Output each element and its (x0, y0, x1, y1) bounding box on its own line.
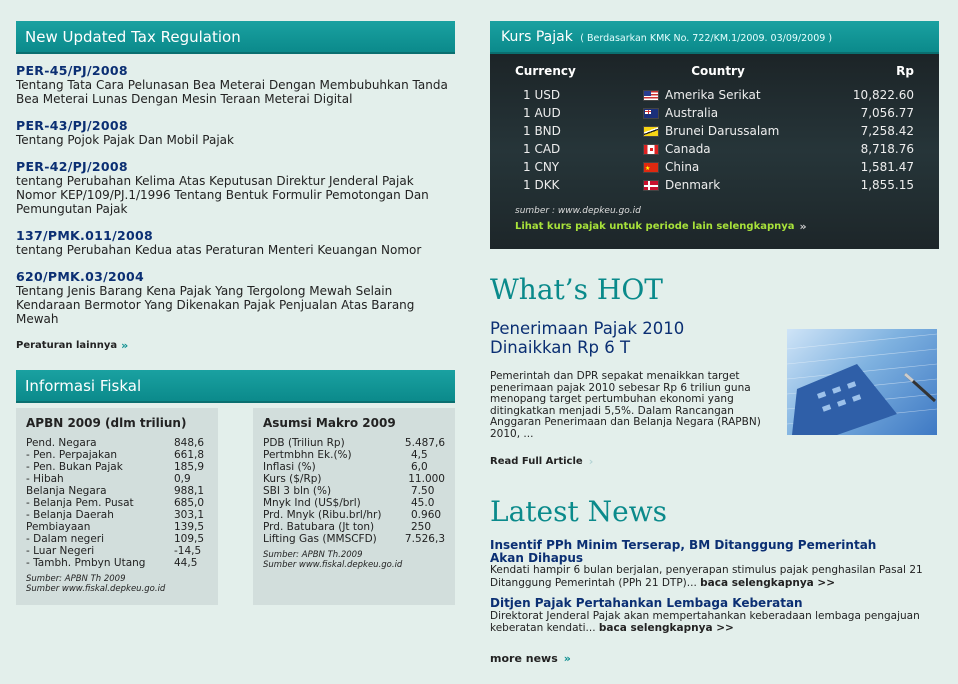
country-name: Australia (665, 106, 719, 120)
apbn-box (16, 408, 218, 605)
rp-column-header: Rp (896, 64, 914, 78)
fiscal-row-label: Mnyk Ind (US$/brl) (263, 497, 361, 509)
makro-rows (263, 437, 445, 545)
fiscal-row (263, 533, 445, 545)
fiscal-row-value: 44,5 (174, 557, 198, 569)
fiscal-row-label: PDB (Triliun Rp) (263, 437, 345, 449)
fiscal-row-value: 139,5 (174, 521, 205, 533)
australia-flag-icon (643, 108, 659, 119)
table-row (515, 86, 914, 104)
fiscal-row-value: 988,1 (174, 485, 205, 497)
apbn-source-1: Sumber: APBN Th 2009 (26, 574, 126, 584)
country-cell (643, 140, 793, 158)
table-row (515, 158, 914, 176)
more-news-link[interactable] (490, 652, 939, 665)
fiscal-row-value: 7.50 (411, 485, 435, 497)
regulation-list (16, 64, 455, 352)
news-headline-link[interactable]: Insentif PPh Minim Terserap, BM Ditanggung Pemerintah Akan Dihapus (490, 538, 877, 565)
left-column (16, 21, 455, 605)
more-regulations-link[interactable] (16, 339, 455, 352)
makro-title: Asumsi Makro 2009 (263, 416, 396, 430)
regulation-item (16, 64, 455, 106)
currency-cell: 1 BND (523, 124, 561, 138)
fiscal-row-value: 185,9 (174, 461, 205, 473)
fiscal-row (26, 557, 208, 569)
country-name: Canada (665, 142, 711, 156)
fiscal-row-value: 303,1 (174, 509, 205, 521)
fiscal-row (263, 437, 445, 449)
read-more-link[interactable]: baca selengkapnya >> (598, 622, 734, 634)
whats-hot-title: What’s HOT (490, 273, 663, 306)
fiscal-row-value: 7.526,3 (404, 533, 445, 545)
right-column (490, 21, 939, 665)
news-item (490, 539, 939, 589)
fiscal-row (263, 461, 445, 473)
fiscal-row (263, 485, 445, 497)
apbn-source (26, 575, 208, 594)
country-name: Amerika Serikat (665, 88, 761, 102)
fiscal-row-label: Prd. Batubara (Jt ton) (263, 521, 375, 533)
regulation-desc: Tentang Jenis Barang Kena Pajak Yang Tergolong Mewah Selain Kendaraan Bermotor Yang Dikenakan Pajak Penjualan Atas Barang Mewah (16, 284, 415, 326)
fiscal-row (26, 437, 208, 449)
currency-cell: 1 CAD (523, 142, 561, 156)
fiscal-boxes (16, 408, 455, 605)
fiscal-row (26, 485, 208, 497)
fiscal-row-label: - Hibah (26, 473, 64, 485)
fiscal-row (263, 497, 445, 509)
news-summary (490, 610, 930, 635)
canada-flag-icon (643, 144, 659, 155)
regulation-item (16, 229, 455, 257)
fiscal-row-label: - Pen. Perpajakan (26, 449, 118, 461)
fiscal-row-label: Pembiayaan (26, 521, 91, 533)
regulation-desc: tentang Perubahan Kedua atas Peraturan Menteri Keuangan Nomor (16, 243, 422, 257)
double-chevron-right-icon: » (563, 651, 571, 665)
fiscal-row-label: - Belanja Pem. Pusat (26, 497, 134, 509)
regulation-desc: Tentang Pojok Pajak Dan Mobil Pajak (16, 133, 234, 147)
makro-box (253, 408, 455, 605)
rate-cell: 8,718.76 (860, 142, 914, 156)
news-headline-link[interactable]: Ditjen Pajak Pertahankan Lembaga Keberatan (490, 596, 803, 610)
fiscal-row-label: Pertmbhn Ek.(%) (263, 449, 352, 461)
currency-cell: 1 USD (523, 88, 561, 102)
fiscal-row (263, 509, 445, 521)
fiscal-row-value: 848,6 (174, 437, 205, 449)
fiscal-header: Informasi Fiskal (16, 370, 455, 403)
fiscal-section (16, 370, 455, 605)
fiscal-row-label: Prd. Mnyk (Ribu.brl/hr) (263, 509, 382, 521)
rate-cell: 1,855.15 (860, 178, 914, 192)
kurs-more-link[interactable] (515, 220, 914, 233)
currency-cell: 1 AUD (523, 106, 561, 120)
fiscal-row-value: 661,8 (174, 449, 205, 461)
kurs-title: Kurs Pajak (501, 29, 573, 45)
country-name: China (665, 160, 700, 174)
rate-cell: 7,056.77 (860, 106, 914, 120)
fiscal-row (26, 533, 208, 545)
double-chevron-right-icon: » (799, 220, 807, 233)
fiscal-row (263, 521, 445, 533)
fiscal-row-value: 0.960 (411, 509, 442, 521)
news-summary (490, 564, 930, 589)
makro-source (263, 551, 445, 570)
fiscal-row-label: SBI 3 bln (%) (263, 485, 332, 497)
fiscal-row-value: -14,5 (174, 545, 202, 557)
read-more-link[interactable]: baca selengkapnya >> (700, 576, 836, 589)
kurs-more-label: Lihat kurs pajak untuk periode lain selengkapnya (515, 221, 795, 232)
fiscal-row (26, 497, 208, 509)
fiscal-row-value: 0,9 (174, 473, 191, 485)
regulation-link[interactable]: PER-42/PJ/2008 (16, 159, 128, 174)
news-summary-text: Direktorat Jenderal Pajak akan mempertahankan keberadaan lembaga pengajuan keberatan kendati... (490, 609, 920, 634)
denmark-flag-icon (643, 180, 659, 191)
china-flag-icon (643, 162, 659, 173)
fiscal-row-label: - Luar Negeri (26, 545, 95, 557)
country-cell (643, 122, 793, 140)
regulation-header: New Updated Tax Regulation (16, 21, 455, 54)
rate-cell: 10,822.60 (852, 88, 914, 102)
country-name: Denmark (665, 178, 721, 192)
country-cell (643, 176, 793, 194)
table-row (515, 176, 914, 194)
table-row (515, 122, 914, 140)
regulation-link[interactable]: PER-43/PJ/2008 (16, 118, 128, 133)
brunei-flag-icon (643, 126, 659, 137)
fiscal-row-value: 685,0 (174, 497, 205, 509)
more-regulations-label: Peraturan lainnya (16, 340, 118, 351)
whats-hot-section (490, 319, 939, 469)
regulation-link[interactable]: 620/PMK.03/2004 (16, 269, 144, 284)
read-full-article-label: Read Full Article (490, 456, 583, 467)
fiscal-row-value: 109,5 (174, 533, 205, 545)
country-cell (643, 104, 793, 122)
fiscal-row-value: 11.000 (408, 473, 445, 485)
kurs-table (490, 54, 939, 249)
fiscal-row (26, 473, 208, 485)
regulation-item (16, 119, 455, 147)
fiscal-row-label: - Pen. Bukan Pajak (26, 461, 123, 473)
regulation-link[interactable]: PER-45/PJ/2008 (16, 63, 128, 78)
fiscal-row (26, 545, 208, 557)
regulation-desc: Tentang Tata Cara Pelunasan Bea Meterai Dengan Membubuhkan Tanda Bea Meterai Lunas Dengan Mesin Teraan Meterai Digital (16, 78, 448, 106)
fiscal-row (26, 509, 208, 521)
fiscal-row-label: Lifting Gas (MMSCFD) (263, 533, 377, 545)
fiscal-row (26, 461, 208, 473)
kurs-header (490, 21, 939, 54)
regulation-link[interactable]: 137/PMK.011/2008 (16, 228, 153, 243)
rate-cell: 1,581.47 (860, 160, 914, 174)
apbn-title: APBN 2009 (dlm triliun) (26, 416, 187, 430)
apbn-source-2: Sumber www.fiskal.depkeu.go.id (26, 583, 166, 594)
fiscal-row-label: Inflasi (%) (263, 461, 316, 473)
kurs-subtitle: ( Berdasarkan KMK No. 722/KM.1/2009. 03/09/2009 ) (580, 33, 833, 44)
double-chevron-right-icon: » (121, 339, 129, 352)
regulation-desc: tentang Perubahan Kelima Atas Keputusan Direktur Jenderal Pajak Nomor KEP/109/PJ.1/1996 Tentang Bentuk Formulir Pemotongan Dan Pemungutan Pajak (16, 174, 429, 216)
calculator-documents-image (787, 329, 937, 435)
latest-news-title: Latest News (490, 495, 668, 528)
fiscal-row-value: 250 (411, 521, 432, 533)
table-row (515, 104, 914, 122)
apbn-rows (26, 437, 208, 569)
table-row (515, 140, 914, 158)
kurs-table-header (515, 64, 914, 78)
fiscal-row (263, 449, 445, 461)
fiscal-row (26, 449, 208, 461)
news-summary-text: Kendati hampir 6 bulan berjalan, penyerapan stimulus pajak penghasilan Pasal 21 Ditanggung Pemerintah (PPh 21 DTP)... (490, 564, 923, 589)
more-news-label: more news (490, 651, 558, 665)
rate-cell: 7,258.42 (860, 124, 914, 138)
regulation-item (16, 270, 455, 326)
chevron-right-icon: › (588, 455, 594, 468)
currency-cell: 1 CNY (523, 160, 560, 174)
currency-column-header: Currency (515, 64, 576, 78)
fiscal-row (26, 521, 208, 533)
fiscal-row-label: - Tambh. Pmbyn Utang (26, 557, 146, 569)
fiscal-row-label: Belanja Negara (26, 485, 107, 497)
fiscal-row-value: 5.487,6 (404, 437, 445, 449)
fiscal-row-label: - Dalam negeri (26, 533, 105, 545)
fiscal-row (263, 473, 445, 485)
currency-cell: 1 DKK (523, 178, 560, 192)
country-cell (643, 158, 793, 176)
country-column-header: Country (691, 64, 745, 78)
fiscal-row-label: - Belanja Daerah (26, 509, 114, 521)
country-cell (643, 86, 793, 104)
read-full-article-link[interactable] (490, 455, 939, 468)
country-name: Brunei Darussalam (665, 124, 780, 138)
fiscal-row-label: Pend. Negara (26, 437, 97, 449)
makro-source-2: Sumber www.fiskal.depkeu.go.id (263, 559, 403, 570)
makro-source-1: Sumber: APBN Th.2009 (263, 550, 363, 560)
hot-summary: Pemerintah dan DPR sepakat menaikkan target penerimaan pajak 2010 sebesar Rp 6 triliun guna menopang target pertumbuhan ekonomi yang ditingkatkan menjadi 5,5%. Dalam Rancangan Anggaran Penerimaan dan Belanja Negara (RAPBN) 2010, ... (490, 370, 761, 440)
us-flag-icon (643, 90, 659, 101)
fiscal-row-label: Kurs ($/Rp) (263, 473, 322, 485)
fiscal-row-value: 6,0 (411, 461, 428, 473)
regulation-item (16, 160, 455, 216)
hot-headline-link[interactable]: Penerimaan Pajak 2010 Dinaikkan Rp 6 T (490, 319, 685, 357)
news-item (490, 597, 939, 635)
fiscal-row-value: 45.0 (411, 497, 435, 509)
fiscal-row-value: 4,5 (411, 449, 428, 461)
kurs-source: sumber : www.depkeu.go.id (515, 206, 641, 216)
